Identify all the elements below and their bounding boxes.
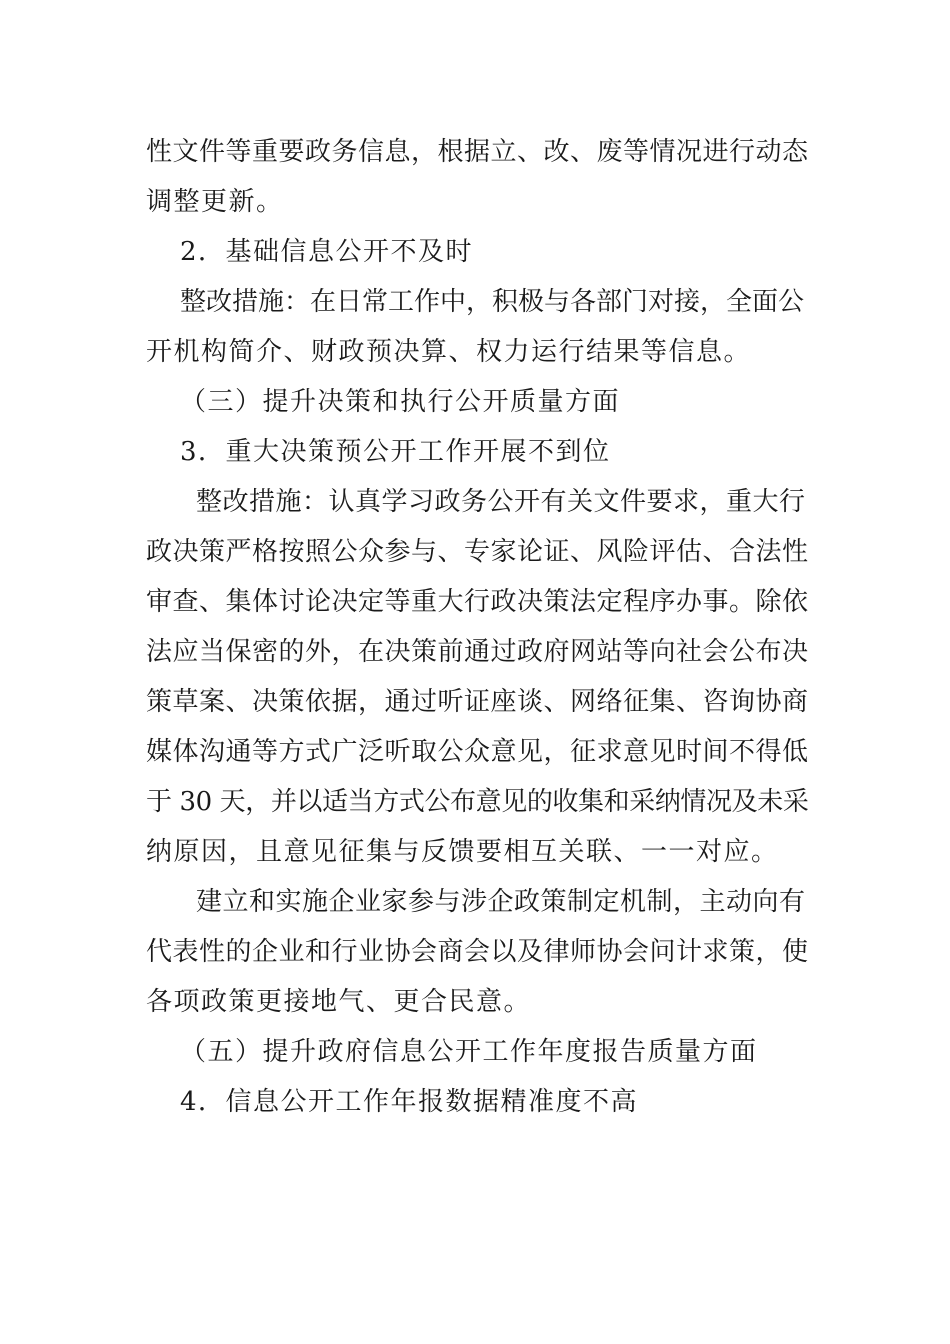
text-line: [0, 582, 950, 622]
section-item-heading: 4．信息公开工作年报数据精准度不高: [180, 1087, 639, 1117]
text-line: [0, 482, 950, 522]
paragraph-text: 各项政策更接地气、更合民意。: [146, 987, 532, 1017]
text-line: [0, 882, 950, 922]
text-line: [0, 332, 950, 372]
text-line: [0, 682, 950, 722]
text-line: [0, 932, 950, 972]
text-line: [0, 232, 950, 272]
paragraph-text: 开机构简介、财政预决算、权力运行结果等信息。: [146, 337, 752, 367]
paragraph-text: 审查、集体讨论决定等重大行政决策法定程序办事。除依: [146, 587, 809, 617]
paragraph-text: 政决策严格按照公众参与、专家论证、风险评估、合法性: [146, 537, 809, 567]
section-item-heading: 3．重大决策预公开工作开展不到位: [180, 437, 611, 467]
paragraph-text: 于 30 天，并以适当方式公布意见的收集和采纳情况及未采: [146, 787, 809, 817]
paragraph-text: 性文件等重要政务信息，根据立、改、废等情况进行动态: [146, 137, 809, 167]
paragraph-text: 调整更新。: [146, 187, 284, 217]
text-line: [0, 732, 950, 772]
text-line: [0, 1032, 950, 1072]
text-line: [0, 782, 950, 822]
paragraph-text: 媒体沟通等方式广泛听取公众意见，征求意见时间不得低: [146, 737, 809, 767]
paragraph-text: 代表性的企业和行业协会商会以及律师协会问计求策，使: [146, 937, 809, 967]
section-item-heading: 2．基础信息公开不及时: [180, 237, 474, 267]
paragraph-text: 纳原因，且意见征集与反馈要相互关联、一一对应。: [146, 837, 779, 867]
text-line: [0, 1082, 950, 1122]
text-line: [0, 832, 950, 872]
paragraph-text: 整改措施：认真学习政务公开有关文件要求，重大行: [196, 487, 806, 517]
text-line: [0, 432, 950, 472]
paragraph-text: 策草案、决策依据，通过听证座谈、网络征集、咨询协商: [146, 687, 809, 717]
text-line: [0, 182, 950, 222]
text-line: [0, 632, 950, 672]
paragraph-text: 整改措施：在日常工作中，积极与各部门对接，全面公: [180, 287, 805, 317]
text-line: [0, 132, 950, 172]
paragraph-text: 法应当保密的外，在决策前通过政府网站等向社会公布决: [146, 637, 809, 667]
section-heading: （三）提升决策和执行公开质量方面: [180, 387, 621, 417]
text-line: [0, 282, 950, 322]
text-line: [0, 382, 950, 422]
paragraph-text: 建立和实施企业家参与涉企政策制定机制，主动向有: [196, 887, 806, 917]
section-heading: （五）提升政府信息公开工作年度报告质量方面: [180, 1037, 758, 1067]
text-line: [0, 982, 950, 1022]
text-line: [0, 532, 950, 572]
